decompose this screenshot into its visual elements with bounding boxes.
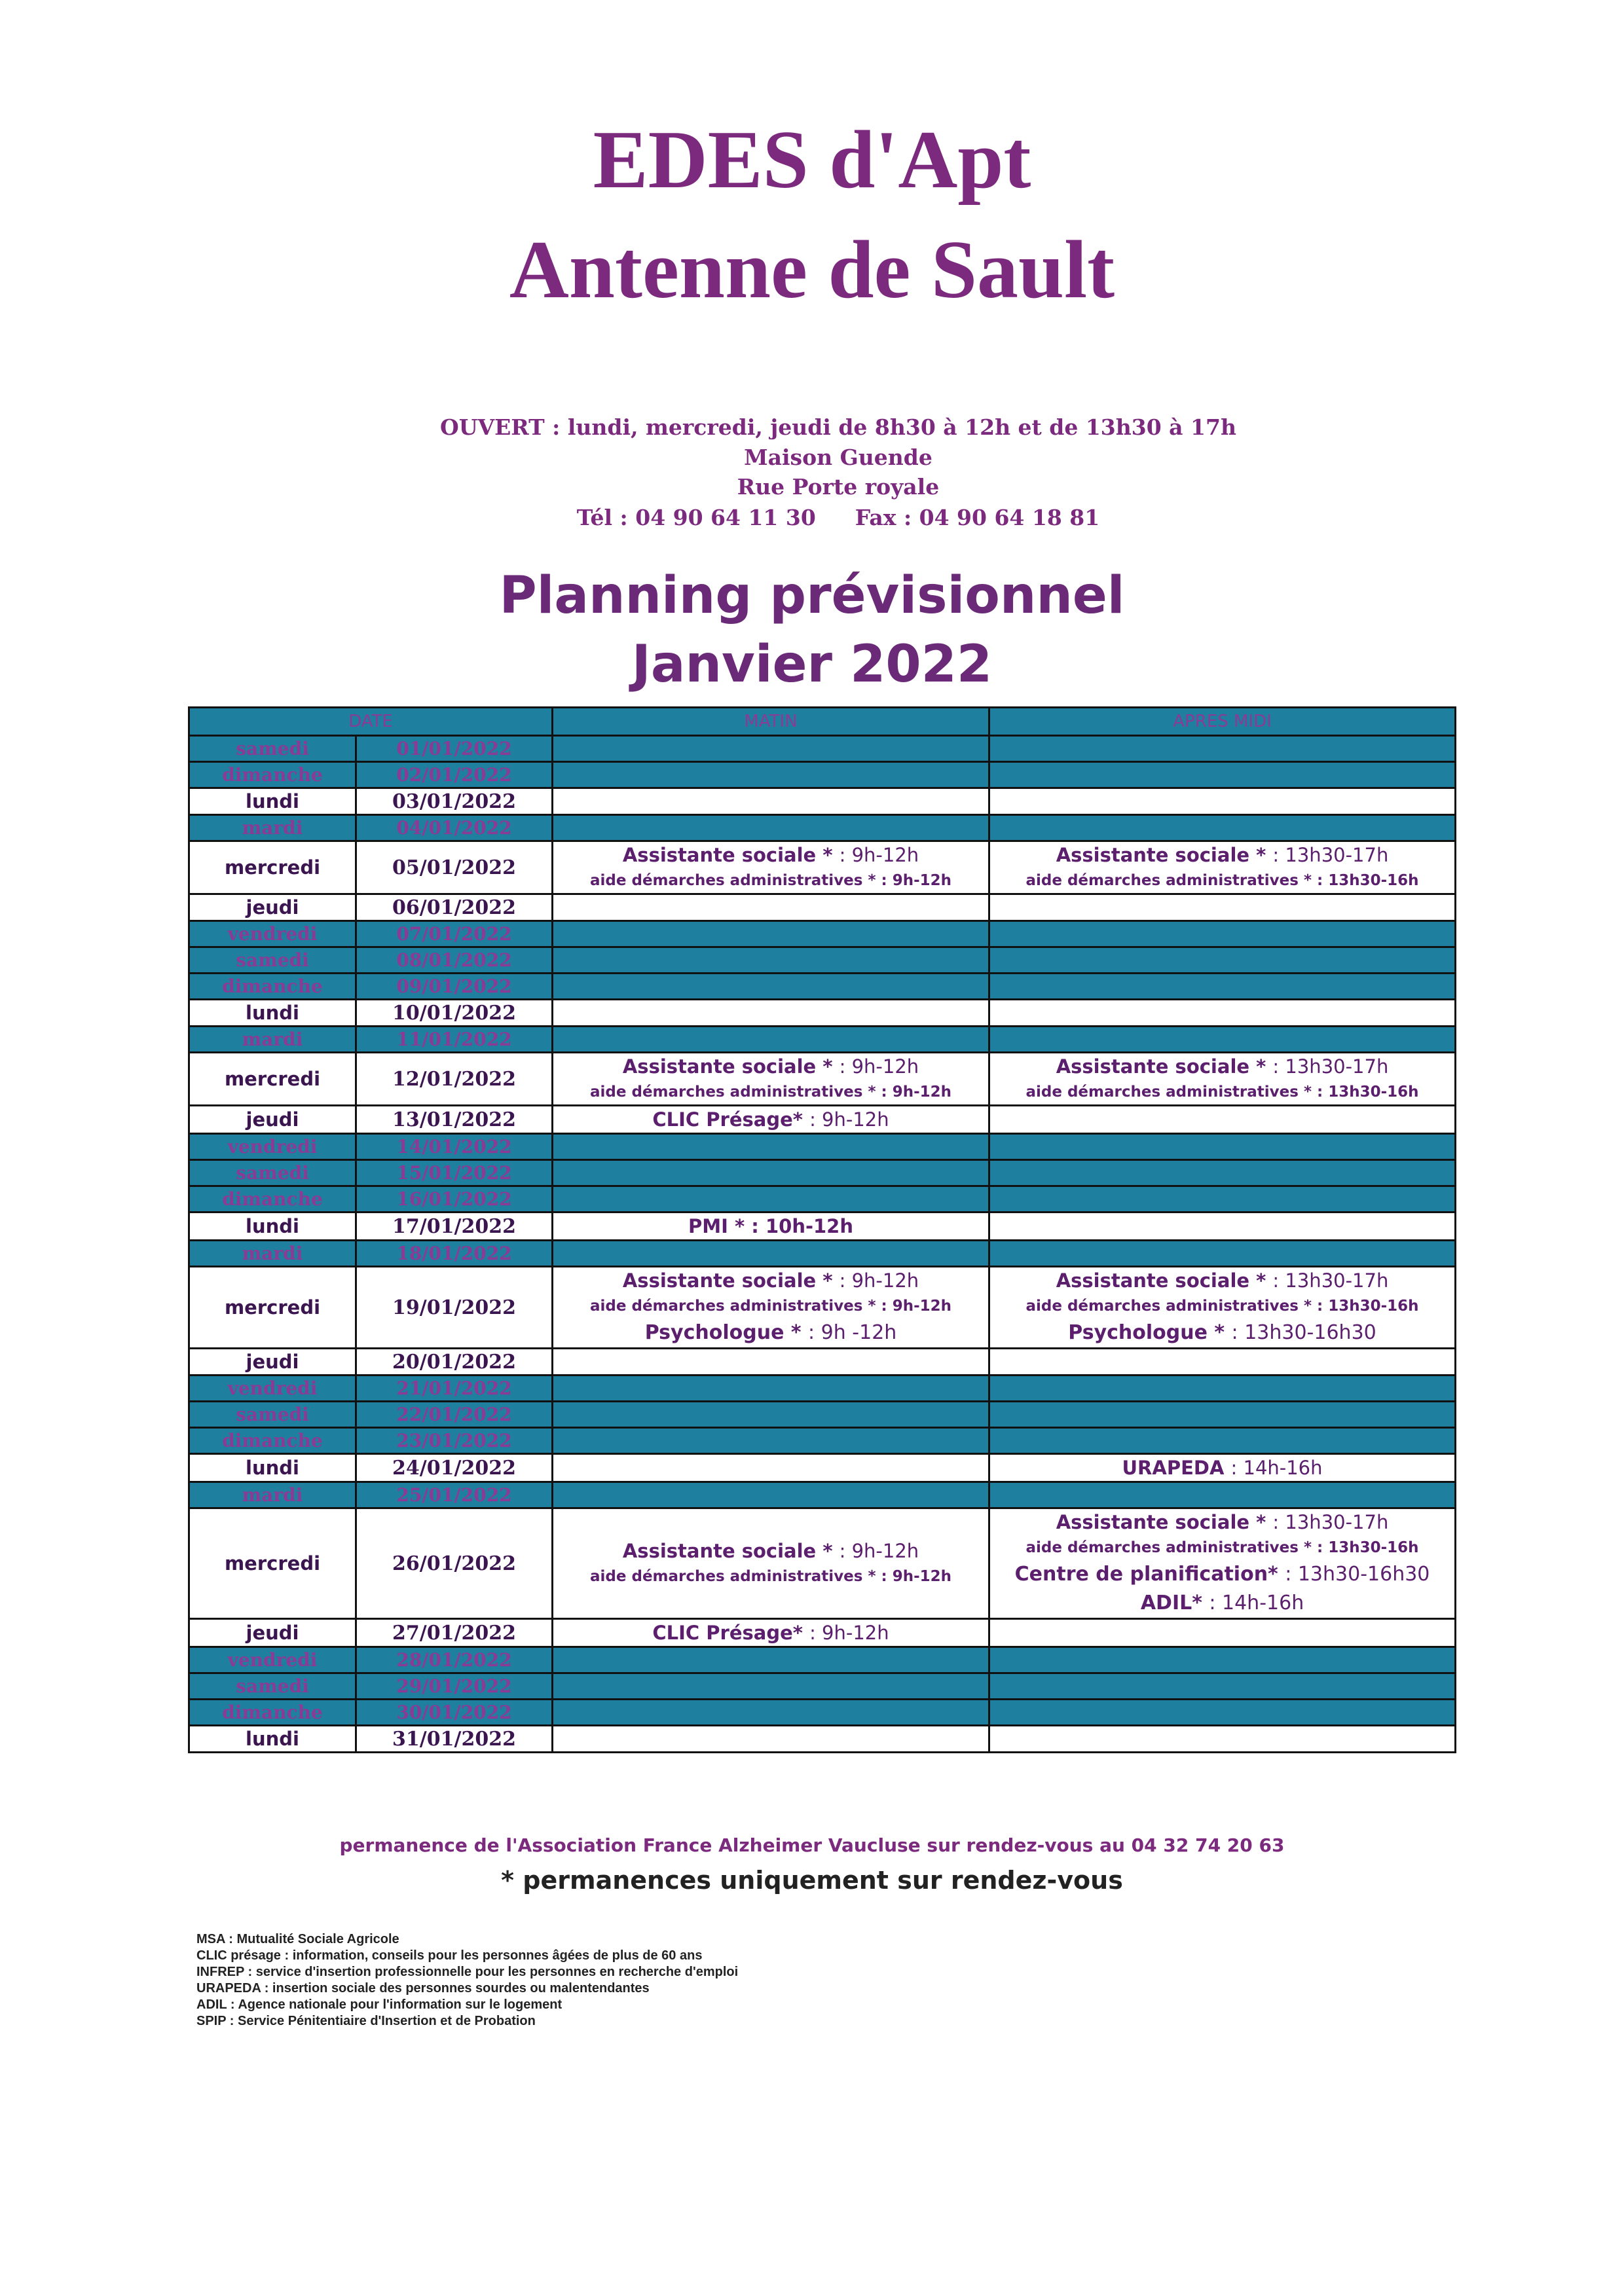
date-cell: 04/01/2022 — [356, 815, 553, 841]
glossary-item: ADIL : Agence nationale pour l'information sur le logement — [196, 1997, 563, 2012]
slot-line — [557, 842, 984, 868]
afternoon-cell — [989, 1027, 1456, 1053]
table-row — [189, 1106, 1456, 1134]
planning-title: Planning prévisionnel — [499, 566, 1125, 625]
day-cell: samedi — [189, 1160, 356, 1186]
slot-line — [557, 1564, 984, 1589]
slot-line — [994, 1080, 1450, 1104]
slot-time: : 13h30-16h30 — [1231, 1321, 1376, 1344]
table-row — [189, 1349, 1456, 1376]
slot-service: CLIC Présage* — [652, 1622, 810, 1644]
morning-cell — [553, 1428, 989, 1454]
slot-service: ADIL* — [1140, 1592, 1209, 1614]
slot-line — [557, 1294, 984, 1319]
date-cell: 09/01/2022 — [356, 974, 553, 1000]
slot-time: : 14h-16h — [1209, 1592, 1304, 1614]
slot-service: Assistante sociale * — [1056, 1511, 1273, 1533]
afternoon-cell — [989, 736, 1456, 762]
day-cell: dimanche — [189, 974, 356, 1000]
slot-service: CLIC Présage* — [652, 1108, 810, 1131]
afternoon-cell — [989, 1349, 1456, 1376]
afternoon-cell — [989, 1053, 1456, 1106]
day-cell: mardi — [189, 1482, 356, 1508]
day-cell: lundi — [189, 1726, 356, 1753]
table-row — [189, 894, 1456, 921]
slot-service: aide démarches administratives * : 9h-12h — [590, 1568, 952, 1585]
date-cell: 31/01/2022 — [356, 1726, 553, 1753]
day-cell: jeudi — [189, 1619, 356, 1647]
slot-line — [994, 1589, 1450, 1618]
day-cell: dimanche — [189, 1186, 356, 1212]
title-line-2: Antenne de Sault — [509, 225, 1115, 316]
day-cell: mercredi — [189, 1267, 356, 1349]
date-cell: 06/01/2022 — [356, 894, 553, 921]
header-date: DATE — [189, 708, 553, 736]
slot-service: Assistante sociale * — [1056, 844, 1273, 866]
afternoon-cell — [989, 1454, 1456, 1482]
alzheimer-note: permanence de l'Association France Alzheimer Vaucluse sur rendez-vous au 04 32 74 20 63 — [339, 1834, 1285, 1856]
day-cell: mercredi — [189, 1053, 356, 1106]
morning-cell — [553, 921, 989, 947]
table-row — [189, 1726, 1456, 1753]
slot-line — [994, 1053, 1450, 1080]
slot-time: : 9h-12h — [839, 1269, 919, 1292]
table-row — [189, 1027, 1456, 1053]
day-cell: samedi — [189, 736, 356, 762]
glossary-item: CLIC présage : information, conseils pour les personnes âgées de plus de 60 ans — [196, 1948, 703, 1963]
date-cell: 18/01/2022 — [356, 1241, 553, 1267]
day-cell: vendredi — [189, 921, 356, 947]
morning-cell — [553, 1134, 989, 1160]
header-matin: MATIN — [553, 708, 989, 736]
morning-cell — [553, 1482, 989, 1508]
contact-line — [26, 503, 1624, 533]
day-cell: dimanche — [189, 762, 356, 788]
day-cell: mardi — [189, 1241, 356, 1267]
slot-line — [994, 1509, 1450, 1535]
slot-service: aide démarches administratives * : 13h30-16h — [1025, 1298, 1419, 1315]
table-row — [189, 1267, 1456, 1349]
afternoon-cell — [989, 1376, 1456, 1402]
slot-time: : 13h30-17h — [1272, 844, 1389, 866]
slot-time: : 9h -12h — [808, 1321, 897, 1344]
slot-time: : 13h30-17h — [1272, 1269, 1389, 1292]
afternoon-cell — [989, 1428, 1456, 1454]
slot-line — [557, 1053, 984, 1080]
slot-service: Centre de planification* — [1014, 1563, 1285, 1586]
afternoon-cell — [989, 1267, 1456, 1349]
morning-cell — [553, 1053, 989, 1106]
slot-service: aide démarches administratives * : 9h-12h — [590, 1298, 952, 1315]
glossary-item: INFREP : service d'insertion professionnelle pour les personnes en recherche d'emploi — [196, 1965, 739, 1979]
glossary-item: SPIP : Service Pénitentiaire d'Insertion et de Probation — [196, 2014, 536, 2028]
day-cell: jeudi — [189, 1106, 356, 1134]
slot-line — [557, 1080, 984, 1104]
appointment-note: * permanences uniquement sur rendez-vous — [501, 1866, 1123, 1895]
slot-time: : 9h-12h — [839, 1055, 919, 1078]
table-row — [189, 1376, 1456, 1402]
date-cell: 02/01/2022 — [356, 762, 553, 788]
date-cell: 01/01/2022 — [356, 736, 553, 762]
morning-cell — [553, 1700, 989, 1726]
slot-line — [994, 1535, 1450, 1560]
slot-service: URAPEDA — [1122, 1457, 1231, 1479]
slot-line — [994, 1294, 1450, 1319]
slot-service: Assistante sociale * — [622, 1269, 840, 1292]
date-cell: 25/01/2022 — [356, 1482, 553, 1508]
afternoon-cell — [989, 1186, 1456, 1212]
afternoon-cell — [989, 1700, 1456, 1726]
opening-hours: OUVERT : lundi, mercredi, jeudi de 8h30 à 12h et de 13h30 à 17h — [440, 414, 1236, 440]
address-place: Maison Guende — [744, 445, 932, 470]
afternoon-cell — [989, 1482, 1456, 1508]
afternoon-cell — [989, 1508, 1456, 1619]
date-cell: 10/01/2022 — [356, 1000, 553, 1027]
morning-cell — [553, 762, 989, 788]
afternoon-cell — [989, 762, 1456, 788]
afternoon-cell — [989, 1241, 1456, 1267]
planning-table-body — [189, 736, 1456, 1753]
day-cell: jeudi — [189, 894, 356, 921]
table-row — [189, 921, 1456, 947]
afternoon-cell — [989, 841, 1456, 894]
morning-cell — [553, 736, 989, 762]
slot-service: aide démarches administratives * : 9h-12h — [590, 1084, 952, 1101]
slot-line — [994, 842, 1450, 868]
slot-line — [994, 1319, 1450, 1347]
glossary — [196, 1931, 738, 2030]
planning-table — [188, 706, 1456, 1753]
afternoon-cell — [989, 1000, 1456, 1027]
slot-line — [557, 1213, 984, 1239]
table-row — [189, 1647, 1456, 1673]
slot-line — [557, 1106, 984, 1133]
table-row — [189, 947, 1456, 974]
day-cell: mercredi — [189, 1508, 356, 1619]
table-row — [189, 1619, 1456, 1647]
afternoon-cell — [989, 1726, 1456, 1753]
table-row — [189, 1454, 1456, 1482]
table-row — [189, 1428, 1456, 1454]
date-cell: 07/01/2022 — [356, 921, 553, 947]
date-cell: 27/01/2022 — [356, 1619, 553, 1647]
date-cell: 26/01/2022 — [356, 1508, 553, 1619]
afternoon-cell — [989, 1134, 1456, 1160]
morning-cell — [553, 1508, 989, 1619]
slot-time: : 13h30-16h30 — [1285, 1563, 1430, 1586]
morning-cell — [553, 1027, 989, 1053]
afternoon-cell — [989, 1212, 1456, 1241]
slot-service: aide démarches administratives * : 13h30-16h — [1025, 872, 1419, 889]
morning-cell — [553, 815, 989, 841]
date-cell: 30/01/2022 — [356, 1700, 553, 1726]
morning-cell — [553, 974, 989, 1000]
slot-service: Assistante sociale * — [622, 844, 840, 866]
date-cell: 08/01/2022 — [356, 947, 553, 974]
day-cell: vendredi — [189, 1647, 356, 1673]
table-row — [189, 1000, 1456, 1027]
morning-cell — [553, 1647, 989, 1673]
morning-cell — [553, 1726, 989, 1753]
day-cell: dimanche — [189, 1428, 356, 1454]
table-row — [189, 1053, 1456, 1106]
date-cell: 16/01/2022 — [356, 1186, 553, 1212]
slot-line — [994, 1267, 1450, 1294]
afternoon-cell — [989, 947, 1456, 974]
slot-line — [557, 1620, 984, 1646]
day-cell: mardi — [189, 815, 356, 841]
table-row — [189, 1212, 1456, 1241]
morning-cell — [553, 1160, 989, 1186]
table-row — [189, 1402, 1456, 1428]
header-apres-midi: APRES MIDI — [989, 708, 1456, 736]
slot-time: : 9h-12h — [839, 844, 919, 866]
table-row — [189, 841, 1456, 894]
morning-cell — [553, 1212, 989, 1241]
morning-cell — [553, 841, 989, 894]
table-row — [189, 1700, 1456, 1726]
table-row — [189, 1482, 1456, 1508]
table-row — [189, 762, 1456, 788]
date-cell: 23/01/2022 — [356, 1428, 553, 1454]
slot-line — [994, 1455, 1450, 1481]
slot-time: : 9h-12h — [839, 1540, 919, 1562]
table-row — [189, 1241, 1456, 1267]
glossary-item: URAPEDA : insertion sociale des personnes sourdes ou malentendantes — [196, 1981, 650, 1995]
afternoon-cell — [989, 974, 1456, 1000]
slot-service: Assistante sociale * — [1056, 1269, 1273, 1292]
date-cell: 29/01/2022 — [356, 1673, 553, 1700]
day-cell: mercredi — [189, 841, 356, 894]
slot-line — [994, 868, 1450, 893]
morning-cell — [553, 1402, 989, 1428]
afternoon-cell — [989, 1647, 1456, 1673]
date-cell: 28/01/2022 — [356, 1647, 553, 1673]
table-row — [189, 1160, 1456, 1186]
day-cell: lundi — [189, 788, 356, 815]
date-cell: 05/01/2022 — [356, 841, 553, 894]
slot-service: Assistante sociale * — [1056, 1055, 1273, 1078]
morning-cell — [553, 1106, 989, 1134]
slot-service: aide démarches administratives * : 13h30-16h — [1025, 1084, 1419, 1101]
slot-service: Psychologue * — [644, 1321, 808, 1344]
date-cell: 20/01/2022 — [356, 1349, 553, 1376]
morning-cell — [553, 1349, 989, 1376]
table-row — [189, 974, 1456, 1000]
title-line-1: EDES d'Apt — [593, 115, 1031, 206]
table-row — [189, 736, 1456, 762]
date-cell: 12/01/2022 — [356, 1053, 553, 1106]
day-cell: lundi — [189, 1000, 356, 1027]
afternoon-cell — [989, 1106, 1456, 1134]
afternoon-cell — [989, 788, 1456, 815]
day-cell: jeudi — [189, 1349, 356, 1376]
date-cell: 21/01/2022 — [356, 1376, 553, 1402]
morning-cell — [553, 894, 989, 921]
date-cell: 14/01/2022 — [356, 1134, 553, 1160]
date-cell: 22/01/2022 — [356, 1402, 553, 1428]
fax-number: Fax : 04 90 64 18 81 — [855, 505, 1100, 530]
morning-cell — [553, 788, 989, 815]
afternoon-cell — [989, 1619, 1456, 1647]
date-cell: 19/01/2022 — [356, 1267, 553, 1349]
slot-service: PMI * : 10h-12h — [688, 1215, 854, 1237]
slot-service: aide démarches administratives * : 13h30-16h — [1025, 1539, 1419, 1556]
slot-time: : 9h-12h — [809, 1622, 889, 1644]
slot-line — [557, 868, 984, 893]
morning-cell — [553, 1186, 989, 1212]
table-row — [189, 1673, 1456, 1700]
slot-time: : 13h30-17h — [1272, 1055, 1389, 1078]
slot-service: Assistante sociale * — [622, 1055, 840, 1078]
slot-line — [557, 1538, 984, 1564]
day-cell: dimanche — [189, 1700, 356, 1726]
morning-cell — [553, 1267, 989, 1349]
afternoon-cell — [989, 1673, 1456, 1700]
address-street: Rue Porte royale — [737, 474, 940, 500]
table-row — [189, 1134, 1456, 1160]
date-cell: 15/01/2022 — [356, 1160, 553, 1186]
afternoon-cell — [989, 894, 1456, 921]
date-cell: 03/01/2022 — [356, 788, 553, 815]
date-cell: 17/01/2022 — [356, 1212, 553, 1241]
morning-cell — [553, 1619, 989, 1647]
day-cell: lundi — [189, 1212, 356, 1241]
afternoon-cell — [989, 1402, 1456, 1428]
planning-month: Janvier 2022 — [631, 635, 993, 694]
table-row — [189, 1186, 1456, 1212]
table-header-row — [189, 708, 1456, 736]
day-cell: vendredi — [189, 1376, 356, 1402]
date-cell: 11/01/2022 — [356, 1027, 553, 1053]
table-row — [189, 1508, 1456, 1619]
phone-number: Tél : 04 90 64 11 30 — [576, 505, 816, 530]
slot-service: Psychologue * — [1068, 1321, 1232, 1344]
day-cell: samedi — [189, 1402, 356, 1428]
day-cell: samedi — [189, 947, 356, 974]
afternoon-cell — [989, 921, 1456, 947]
morning-cell — [553, 1376, 989, 1402]
afternoon-cell — [989, 1160, 1456, 1186]
slot-line — [557, 1319, 984, 1347]
date-cell: 24/01/2022 — [356, 1454, 553, 1482]
slot-service: aide démarches administratives * : 9h-12h — [590, 872, 952, 889]
morning-cell — [553, 1241, 989, 1267]
slot-time: : 13h30-17h — [1272, 1511, 1389, 1533]
day-cell: mardi — [189, 1027, 356, 1053]
slot-line — [557, 1267, 984, 1294]
day-cell: lundi — [189, 1454, 356, 1482]
day-cell: samedi — [189, 1673, 356, 1700]
slot-time: : 9h-12h — [809, 1108, 889, 1131]
date-cell: 13/01/2022 — [356, 1106, 553, 1134]
day-cell: vendredi — [189, 1134, 356, 1160]
morning-cell — [553, 947, 989, 974]
slot-service: Assistante sociale * — [622, 1540, 840, 1562]
table-row — [189, 788, 1456, 815]
afternoon-cell — [989, 815, 1456, 841]
morning-cell — [553, 1454, 989, 1482]
table-row — [189, 815, 1456, 841]
glossary-item: MSA : Mutualité Sociale Agricole — [196, 1932, 399, 1946]
slot-line — [994, 1560, 1450, 1589]
morning-cell — [553, 1000, 989, 1027]
morning-cell — [553, 1673, 989, 1700]
slot-time: : 14h-16h — [1230, 1457, 1323, 1479]
